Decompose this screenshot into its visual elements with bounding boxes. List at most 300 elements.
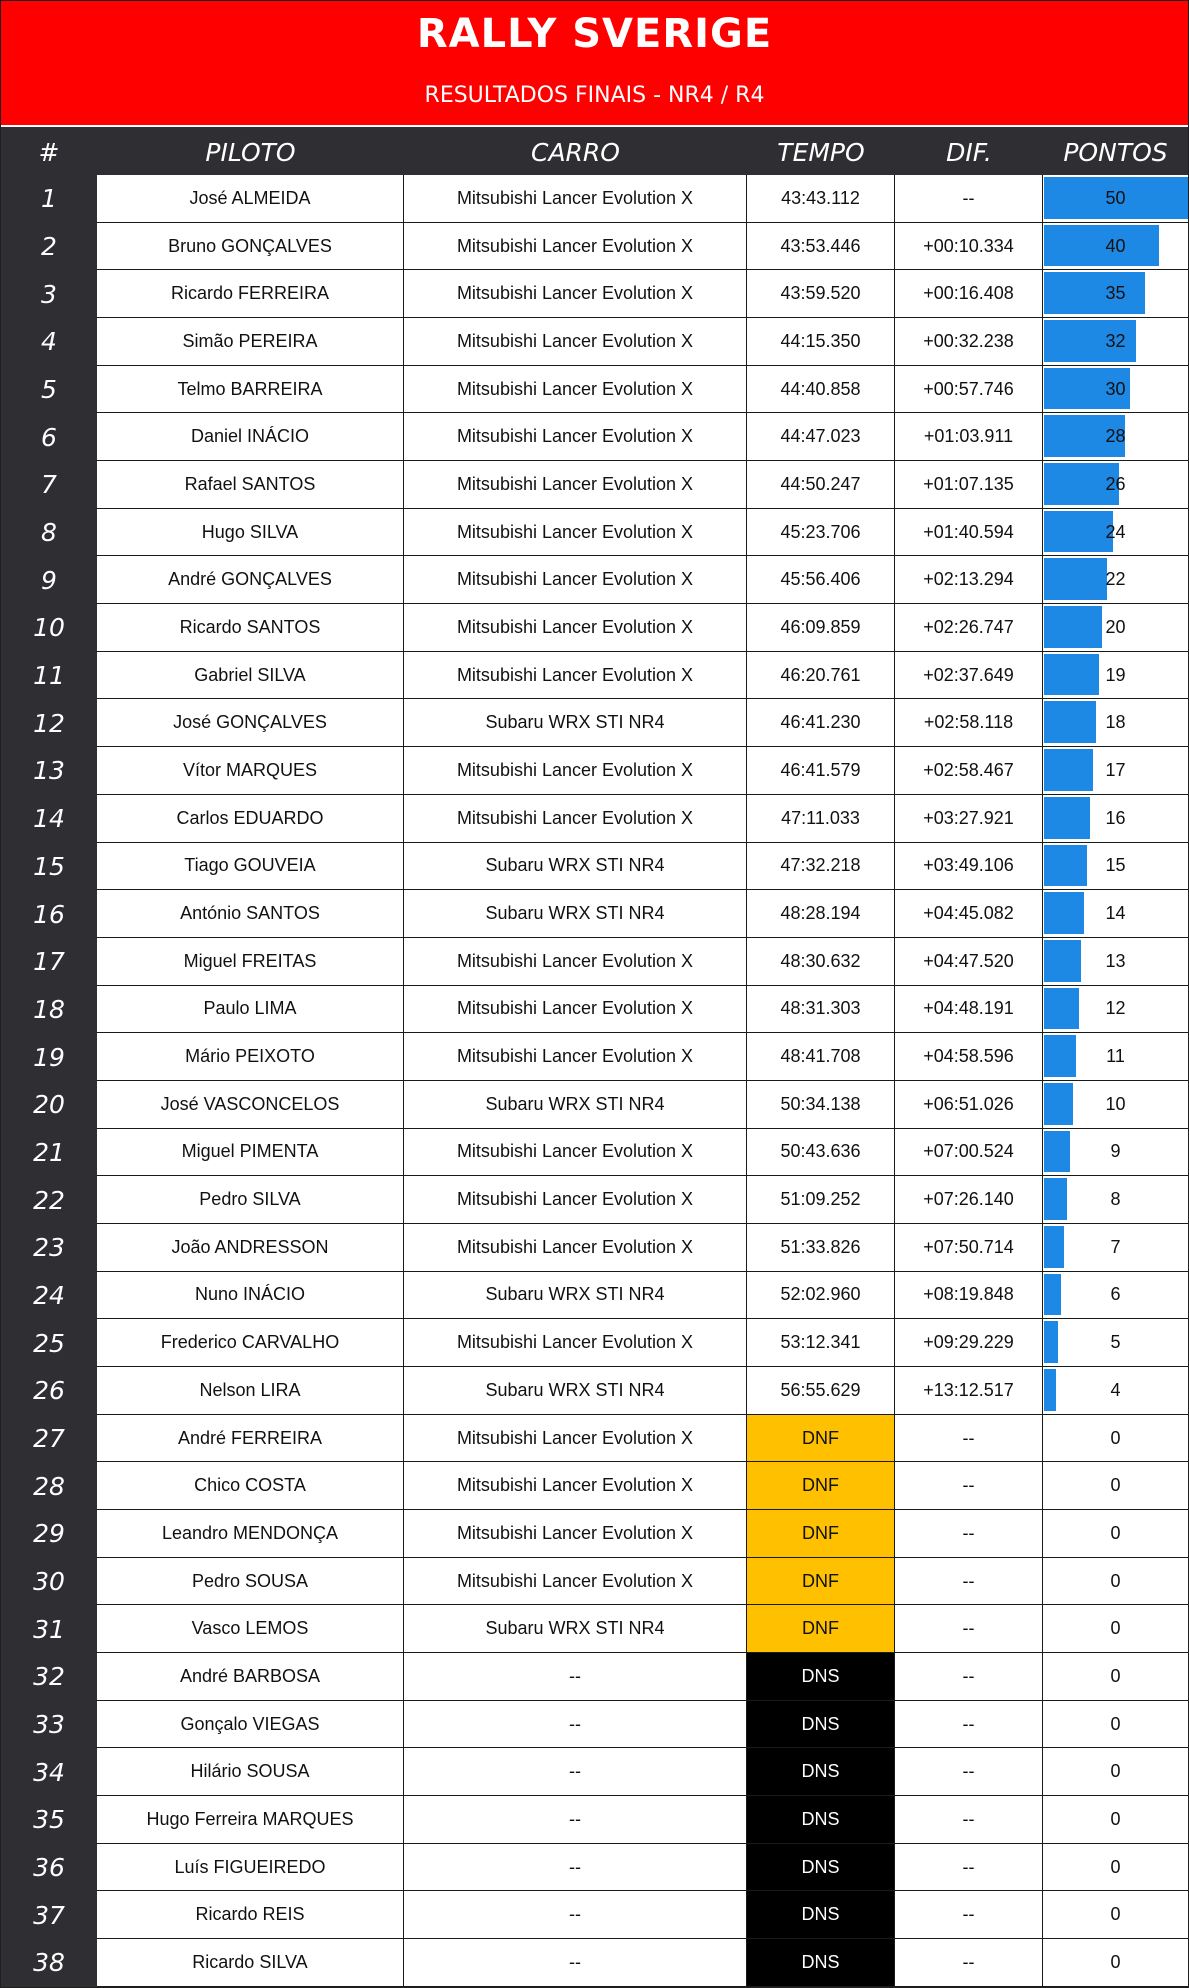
- time-value: 45:23.706: [747, 509, 895, 557]
- position-number: 8: [41, 518, 57, 548]
- pilot-name: Miguel FREITAS: [97, 938, 404, 986]
- points-value: 50: [1105, 187, 1126, 208]
- time-value: 47:32.218: [747, 843, 895, 891]
- gap-value: --: [895, 1558, 1043, 1606]
- pilot-name: Hilário SOUSA: [97, 1748, 404, 1796]
- points-value: 5: [1110, 1332, 1121, 1353]
- points-value: 0: [1110, 1618, 1121, 1639]
- table-row: [1, 1701, 1188, 1749]
- points-cell: [1043, 1081, 1188, 1129]
- points-bar: [1044, 1178, 1067, 1220]
- car-model: --: [404, 1748, 747, 1796]
- gap-value: +03:49.106: [895, 843, 1043, 891]
- gap-value: --: [895, 1605, 1043, 1653]
- gap-value: +02:37.649: [895, 652, 1043, 700]
- points-value: 0: [1110, 1761, 1121, 1782]
- car-model: Mitsubishi Lancer Evolution X: [404, 413, 747, 461]
- table-row: [1, 1891, 1188, 1939]
- time-value: 44:40.858: [747, 366, 895, 414]
- points-value: 10: [1105, 1093, 1126, 1114]
- points-cell: [1043, 556, 1188, 604]
- gap-value: --: [895, 1748, 1043, 1796]
- points-cell: [1043, 1796, 1188, 1844]
- points-cell: [1043, 509, 1188, 557]
- points-cell: [1043, 1129, 1188, 1177]
- points-cell: [1043, 1033, 1188, 1081]
- header-banner: [1, 1, 1188, 127]
- points-bar: [1044, 1083, 1073, 1125]
- gap-value: +06:51.026: [895, 1081, 1043, 1129]
- pilot-name: José ALMEIDA: [97, 175, 404, 223]
- gap-value: --: [895, 1701, 1043, 1749]
- table-row: [1, 1272, 1188, 1320]
- points-value: 14: [1105, 903, 1126, 924]
- col-header-pilot: PILOTO: [205, 138, 296, 167]
- points-bar: [1044, 988, 1079, 1030]
- car-model: Mitsubishi Lancer Evolution X: [404, 1176, 747, 1224]
- position-number: 5: [41, 375, 57, 405]
- points-cell: [1043, 366, 1188, 414]
- time-value: DNS: [747, 1939, 895, 1987]
- gap-value: --: [895, 1796, 1043, 1844]
- points-cell: [1043, 1891, 1188, 1939]
- col-header-time: TEMPO: [777, 138, 865, 167]
- table-row: [1, 843, 1188, 891]
- table-row: [1, 223, 1188, 271]
- time-value: 43:59.520: [747, 270, 895, 318]
- position-number: 35: [33, 1805, 65, 1835]
- points-bar: [1044, 272, 1145, 314]
- points-cell: [1043, 1415, 1188, 1463]
- gap-value: +02:13.294: [895, 556, 1043, 604]
- pilot-name: Miguel PIMENTA: [97, 1129, 404, 1177]
- points-value: 17: [1105, 759, 1126, 780]
- points-value: 0: [1110, 1475, 1121, 1496]
- position-number: 10: [33, 613, 65, 643]
- points-value: 40: [1105, 235, 1126, 256]
- car-model: Mitsubishi Lancer Evolution X: [404, 270, 747, 318]
- points-value: 26: [1105, 473, 1126, 494]
- gap-value: +00:10.334: [895, 223, 1043, 271]
- gap-value: +03:27.921: [895, 795, 1043, 843]
- table-row: [1, 890, 1188, 938]
- points-bar: [1044, 511, 1113, 553]
- points-value: 15: [1105, 855, 1126, 876]
- gap-value: +02:26.747: [895, 604, 1043, 652]
- points-cell: [1043, 413, 1188, 461]
- points-value: 7: [1110, 1236, 1121, 1257]
- car-model: Mitsubishi Lancer Evolution X: [404, 1415, 747, 1463]
- points-cell: [1043, 652, 1188, 700]
- points-value: 0: [1110, 1713, 1121, 1734]
- points-cell: [1043, 938, 1188, 986]
- pilot-name: Mário PEIXOTO: [97, 1033, 404, 1081]
- position-number: 9: [41, 565, 57, 595]
- pilot-name: Ricardo FERREIRA: [97, 270, 404, 318]
- car-model: Subaru WRX STI NR4: [404, 1605, 747, 1653]
- position-number: 30: [33, 1567, 65, 1597]
- points-bar: [1044, 797, 1090, 839]
- time-value: 45:56.406: [747, 556, 895, 604]
- points-bar: [1044, 558, 1107, 600]
- gap-value: +00:57.746: [895, 366, 1043, 414]
- pilot-name: Leandro MENDONÇA: [97, 1510, 404, 1558]
- points-bar: [1044, 749, 1093, 791]
- pilot-name: Gonçalo VIEGAS: [97, 1701, 404, 1749]
- gap-value: --: [895, 1844, 1043, 1892]
- position-number: 7: [41, 470, 57, 500]
- time-value: DNS: [747, 1891, 895, 1939]
- points-cell: [1043, 1367, 1188, 1415]
- pilot-name: Vítor MARQUES: [97, 747, 404, 795]
- gap-value: --: [895, 175, 1043, 223]
- points-value: 0: [1110, 1427, 1121, 1448]
- points-cell: [1043, 1558, 1188, 1606]
- points-cell: [1043, 1701, 1188, 1749]
- gap-value: +04:47.520: [895, 938, 1043, 986]
- car-model: --: [404, 1701, 747, 1749]
- points-cell: [1043, 604, 1188, 652]
- position-number: 28: [33, 1471, 65, 1501]
- table-row: [1, 1367, 1188, 1415]
- car-model: Subaru WRX STI NR4: [404, 1272, 747, 1320]
- points-cell: [1043, 270, 1188, 318]
- time-value: DNS: [747, 1796, 895, 1844]
- gap-value: +04:58.596: [895, 1033, 1043, 1081]
- table-row: [1, 175, 1188, 223]
- points-value: 13: [1105, 950, 1126, 971]
- car-model: Mitsubishi Lancer Evolution X: [404, 938, 747, 986]
- pilot-name: André FERREIRA: [97, 1415, 404, 1463]
- points-cell: [1043, 1653, 1188, 1701]
- car-model: Mitsubishi Lancer Evolution X: [404, 1033, 747, 1081]
- col-header-points: PONTOS: [1063, 138, 1168, 167]
- position-number: 15: [33, 851, 65, 881]
- car-model: --: [404, 1796, 747, 1844]
- car-model: Mitsubishi Lancer Evolution X: [404, 461, 747, 509]
- time-value: DNS: [747, 1701, 895, 1749]
- time-value: 50:34.138: [747, 1081, 895, 1129]
- points-cell: [1043, 890, 1188, 938]
- points-value: 0: [1110, 1570, 1121, 1591]
- gap-value: +07:00.524: [895, 1129, 1043, 1177]
- pilot-name: Frederico CARVALHO: [97, 1319, 404, 1367]
- gap-value: +01:03.911: [895, 413, 1043, 461]
- table-row: [1, 366, 1188, 414]
- page-subtitle: RESULTADOS FINAIS - NR4 / R4: [424, 83, 765, 108]
- time-value: 53:12.341: [747, 1319, 895, 1367]
- points-value: 11: [1106, 1046, 1125, 1067]
- gap-value: +13:12.517: [895, 1367, 1043, 1415]
- car-model: Mitsubishi Lancer Evolution X: [404, 509, 747, 557]
- points-value: 22: [1105, 569, 1126, 590]
- points-value: 20: [1105, 616, 1126, 637]
- car-model: --: [404, 1939, 747, 1987]
- points-cell: [1043, 461, 1188, 509]
- table-row: [1, 795, 1188, 843]
- car-model: Mitsubishi Lancer Evolution X: [404, 1224, 747, 1272]
- table-row: [1, 1129, 1188, 1177]
- car-model: --: [404, 1891, 747, 1939]
- position-number: 14: [33, 804, 65, 834]
- points-cell: [1043, 795, 1188, 843]
- position-number: 1: [41, 184, 57, 214]
- position-number: 16: [33, 899, 65, 929]
- points-cell: [1043, 1748, 1188, 1796]
- car-model: Mitsubishi Lancer Evolution X: [404, 223, 747, 271]
- time-value: 46:41.230: [747, 699, 895, 747]
- car-model: Subaru WRX STI NR4: [404, 1081, 747, 1129]
- col-header-pos: #: [38, 138, 60, 167]
- points-value: 30: [1105, 378, 1126, 399]
- pilot-name: Chico COSTA: [97, 1462, 404, 1510]
- gap-value: +02:58.467: [895, 747, 1043, 795]
- points-cell: [1043, 1939, 1188, 1987]
- pilot-name: Nuno INÁCIO: [97, 1272, 404, 1320]
- time-value: 44:50.247: [747, 461, 895, 509]
- car-model: Mitsubishi Lancer Evolution X: [404, 652, 747, 700]
- position-number: 20: [33, 1090, 65, 1120]
- time-value: DNS: [747, 1653, 895, 1701]
- pilot-name: Luís FIGUEIREDO: [97, 1844, 404, 1892]
- points-cell: [1043, 175, 1188, 223]
- points-cell: [1043, 1224, 1188, 1272]
- position-number: 38: [33, 1948, 65, 1978]
- gap-value: --: [895, 1415, 1043, 1463]
- gap-value: --: [895, 1891, 1043, 1939]
- car-model: Mitsubishi Lancer Evolution X: [404, 175, 747, 223]
- pilot-name: Carlos EDUARDO: [97, 795, 404, 843]
- table-row: [1, 1653, 1188, 1701]
- table-row: [1, 461, 1188, 509]
- position-number: 2: [41, 232, 57, 261]
- table-row: [1, 318, 1188, 366]
- car-model: Mitsubishi Lancer Evolution X: [404, 556, 747, 604]
- gap-value: --: [895, 1462, 1043, 1510]
- position-number: 34: [33, 1757, 65, 1787]
- pilot-name: Ricardo SANTOS: [97, 604, 404, 652]
- table-row: [1, 1510, 1188, 1558]
- time-value: 52:02.960: [747, 1272, 895, 1320]
- position-number: 12: [33, 708, 65, 738]
- time-value: 48:41.708: [747, 1033, 895, 1081]
- position-number: 26: [33, 1376, 65, 1406]
- points-cell: [1043, 1605, 1188, 1653]
- position-number: 18: [33, 994, 65, 1024]
- points-value: 24: [1105, 521, 1126, 542]
- points-value: 28: [1105, 426, 1126, 447]
- points-value: 16: [1105, 807, 1126, 828]
- position-number: 17: [33, 947, 65, 977]
- gap-value: +01:07.135: [895, 461, 1043, 509]
- points-bar: [1044, 225, 1159, 267]
- gap-value: +07:50.714: [895, 1224, 1043, 1272]
- position-number: 6: [41, 422, 57, 452]
- points-bar: [1044, 1131, 1070, 1173]
- table-row: [1, 1558, 1188, 1606]
- pilot-name: André BARBOSA: [97, 1653, 404, 1701]
- time-value: DNF: [747, 1462, 895, 1510]
- points-bar: [1044, 1035, 1076, 1077]
- points-cell: [1043, 223, 1188, 271]
- points-value: 18: [1105, 712, 1126, 733]
- time-value: 47:11.033: [747, 795, 895, 843]
- position-number: 37: [33, 1900, 65, 1930]
- time-value: DNF: [747, 1510, 895, 1558]
- time-value: DNF: [747, 1558, 895, 1606]
- points-value: 35: [1105, 283, 1126, 304]
- gap-value: --: [895, 1939, 1043, 1987]
- gap-value: +07:26.140: [895, 1176, 1043, 1224]
- table-row: [1, 1176, 1188, 1224]
- time-value: 44:15.350: [747, 318, 895, 366]
- position-number: 36: [33, 1853, 65, 1883]
- position-number: 24: [33, 1280, 65, 1310]
- table-row: [1, 1844, 1188, 1892]
- car-model: Mitsubishi Lancer Evolution X: [404, 1510, 747, 1558]
- time-value: 48:31.303: [747, 986, 895, 1034]
- table-row: [1, 270, 1188, 318]
- points-cell: [1043, 1272, 1188, 1320]
- pilot-name: Bruno GONÇALVES: [97, 223, 404, 271]
- page-title: RALLY SVERIGE: [416, 11, 773, 57]
- points-value: 0: [1110, 1808, 1121, 1829]
- points-bar: [1044, 1226, 1064, 1268]
- time-value: 46:20.761: [747, 652, 895, 700]
- pilot-name: Hugo SILVA: [97, 509, 404, 557]
- pilot-name: João ANDRESSON: [97, 1224, 404, 1272]
- table-row: [1, 1796, 1188, 1844]
- gap-value: +01:40.594: [895, 509, 1043, 557]
- pilot-name: José GONÇALVES: [97, 699, 404, 747]
- points-cell: [1043, 1462, 1188, 1510]
- points-cell: [1043, 1176, 1188, 1224]
- points-cell: [1043, 747, 1188, 795]
- gap-value: +02:58.118: [895, 699, 1043, 747]
- position-number: 33: [33, 1710, 65, 1740]
- position-number: 25: [33, 1328, 65, 1358]
- points-bar: [1044, 892, 1084, 934]
- position-number: 13: [33, 756, 65, 786]
- gap-value: +09:29.229: [895, 1319, 1043, 1367]
- car-model: Mitsubishi Lancer Evolution X: [404, 366, 747, 414]
- time-value: DNF: [747, 1415, 895, 1463]
- position-number: 32: [33, 1662, 65, 1692]
- pilot-name: Daniel INÁCIO: [97, 413, 404, 461]
- car-model: Mitsubishi Lancer Evolution X: [404, 318, 747, 366]
- gap-value: +08:19.848: [895, 1272, 1043, 1320]
- points-bar: [1044, 845, 1087, 887]
- car-model: Mitsubishi Lancer Evolution X: [404, 1319, 747, 1367]
- points-cell: [1043, 1510, 1188, 1558]
- time-value: 43:53.446: [747, 223, 895, 271]
- points-value: 6: [1110, 1284, 1121, 1305]
- points-cell: [1043, 986, 1188, 1034]
- car-model: Subaru WRX STI NR4: [404, 699, 747, 747]
- car-model: Subaru WRX STI NR4: [404, 843, 747, 891]
- position-number: 22: [33, 1185, 65, 1215]
- table-row: [1, 1415, 1188, 1463]
- time-value: 44:47.023: [747, 413, 895, 461]
- car-model: Subaru WRX STI NR4: [404, 1367, 747, 1415]
- gap-value: --: [895, 1653, 1043, 1701]
- gap-value: --: [895, 1510, 1043, 1558]
- car-model: Mitsubishi Lancer Evolution X: [404, 747, 747, 795]
- car-model: Mitsubishi Lancer Evolution X: [404, 1129, 747, 1177]
- points-bar: [1044, 1274, 1061, 1316]
- pilot-name: Simão PEREIRA: [97, 318, 404, 366]
- points-cell: [1043, 1319, 1188, 1367]
- pilot-name: Ricardo SILVA: [97, 1939, 404, 1987]
- pilot-name: André GONÇALVES: [97, 556, 404, 604]
- time-value: 50:43.636: [747, 1129, 895, 1177]
- time-value: 51:09.252: [747, 1176, 895, 1224]
- points-cell: [1043, 843, 1188, 891]
- table-row: [1, 1605, 1188, 1653]
- points-cell: [1043, 1844, 1188, 1892]
- pilot-name: Pedro SOUSA: [97, 1558, 404, 1606]
- table-row: [1, 1224, 1188, 1272]
- points-bar: [1044, 1369, 1056, 1411]
- table-row: [1, 1033, 1188, 1081]
- table-row: [1, 1319, 1188, 1367]
- gap-value: +00:32.238: [895, 318, 1043, 366]
- pilot-name: Rafael SANTOS: [97, 461, 404, 509]
- pilot-name: Vasco LEMOS: [97, 1605, 404, 1653]
- points-value: 0: [1110, 1665, 1121, 1686]
- points-value: 0: [1110, 1904, 1121, 1925]
- points-cell: [1043, 318, 1188, 366]
- points-value: 8: [1110, 1189, 1121, 1210]
- gap-value: +00:16.408: [895, 270, 1043, 318]
- pilot-name: Telmo BARREIRA: [97, 366, 404, 414]
- position-number: 19: [33, 1042, 65, 1072]
- car-model: Mitsubishi Lancer Evolution X: [404, 1462, 747, 1510]
- points-bar: [1044, 606, 1102, 648]
- time-value: 43:43.112: [747, 175, 895, 223]
- time-value: 56:55.629: [747, 1367, 895, 1415]
- table-row: [1, 1462, 1188, 1510]
- table-row: [1, 1939, 1188, 1987]
- position-number: 4: [41, 327, 57, 357]
- col-header-dif: DIF.: [946, 138, 992, 167]
- points-value: 0: [1110, 1951, 1121, 1972]
- points-value: 0: [1110, 1856, 1121, 1877]
- table-row: [1, 699, 1188, 747]
- table-row: [1, 1081, 1188, 1129]
- table-row: [1, 938, 1188, 986]
- position-number: 29: [33, 1519, 65, 1549]
- pilot-name: António SANTOS: [97, 890, 404, 938]
- car-model: --: [404, 1653, 747, 1701]
- car-model: Mitsubishi Lancer Evolution X: [404, 1558, 747, 1606]
- gap-value: +04:48.191: [895, 986, 1043, 1034]
- table-row: [1, 413, 1188, 461]
- points-value: 32: [1105, 330, 1126, 351]
- points-value: 0: [1110, 1522, 1121, 1543]
- points-value: 19: [1105, 664, 1126, 685]
- position-number: 27: [33, 1424, 65, 1453]
- table-header: [1, 127, 1188, 175]
- position-number: 21: [33, 1137, 65, 1167]
- time-value: DNS: [747, 1844, 895, 1892]
- points-bar: [1044, 701, 1096, 743]
- pilot-name: Tiago GOUVEIA: [97, 843, 404, 891]
- time-value: 48:28.194: [747, 890, 895, 938]
- pilot-name: Paulo LIMA: [97, 986, 404, 1034]
- points-value: 9: [1110, 1141, 1121, 1162]
- car-model: --: [404, 1844, 747, 1892]
